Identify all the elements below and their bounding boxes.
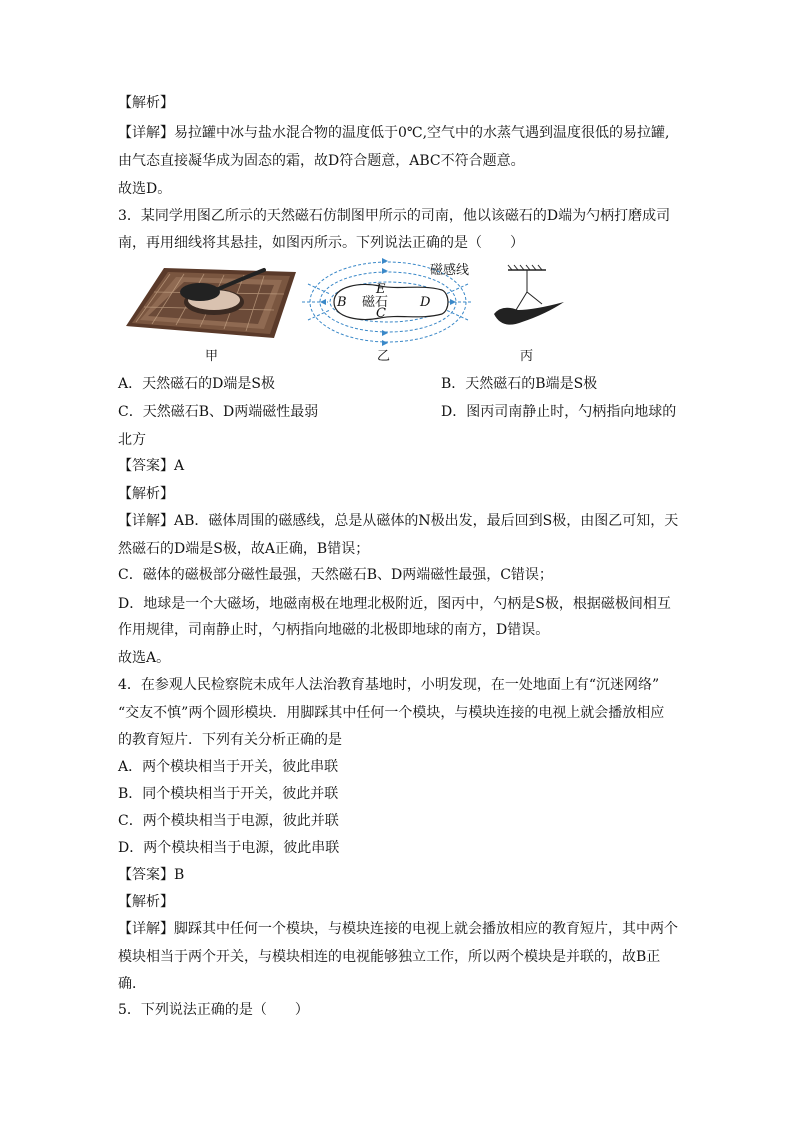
figure-yi-field-line-label: 磁感线 bbox=[430, 263, 470, 278]
q4-stem-line-3: 的教育短片．下列有关分析正确的是 bbox=[118, 732, 342, 748]
q3-answer: 【答案】A bbox=[118, 458, 185, 474]
q4-option-b: B．同个模块相当于开关，彼此并联 bbox=[118, 786, 339, 802]
q3-option-b: B．天然磁石的B端是S极 bbox=[441, 376, 598, 392]
q3-option-d: D．图丙司南静止时，勺柄指向地球的 bbox=[441, 404, 677, 420]
q2-detail-line-2: 由气态直接凝华成为固态的霜，故D符合题意，ABC不符合题意。 bbox=[118, 153, 525, 169]
q4-stem-line-1: 4．在参观人民检察院未成年人法治教育基地时，小明发现，在一处地面上有“沉迷网络” bbox=[118, 677, 660, 693]
q5-stem-line-1: 5．下列说法正确的是（ ） bbox=[118, 1002, 309, 1018]
figure-yi-point-e: E bbox=[376, 282, 386, 297]
q4-detail-line-1: 【详解】脚踩其中任何一个模块，与模块连接的电视上就会播放相应的教育短片，其中两个 bbox=[118, 921, 678, 937]
q4-option-a: A．两个模块相当于开关，彼此串联 bbox=[118, 759, 339, 775]
q3-analysis-heading: 【解析】 bbox=[118, 486, 174, 502]
q4-detail-line-2: 模块相当于两个开关，与模块相连的电视能够独立工作，所以两个模块是并联的，故B正 bbox=[118, 949, 661, 965]
figure-bing-suspended-spoon bbox=[488, 264, 568, 342]
q3-detail-line-3: C．磁体的磁极部分磁性最强，天然磁石B、D两端磁性最强，C错误； bbox=[118, 567, 553, 583]
q4-option-d: D．两个模块相当于电源，彼此串联 bbox=[118, 840, 340, 856]
q2-analysis-heading: 【解析】 bbox=[118, 95, 174, 111]
figure-yi-point-d: D bbox=[420, 295, 431, 310]
q3-detail-line-5: 作用规律，司南静止时，勺柄指向地磁的北极即地球的南方，D错误。 bbox=[118, 622, 550, 638]
q3-detail-line-2: 然磁石的D端是S极，故A正确，B错误； bbox=[118, 541, 370, 557]
q4-answer: 【答案】B bbox=[118, 867, 185, 883]
figure-yi-magnet-label: 磁石 bbox=[362, 295, 389, 310]
q3-detail-line-1: 【详解】AB．磁体周围的磁感线，总是从磁体的N极出发，最后回到S极，由图乙可知，天 bbox=[118, 513, 679, 529]
figure-yi-point-c: C bbox=[376, 306, 386, 321]
figure-yi-point-b: B bbox=[337, 295, 347, 310]
q3-stem-line-1: 3．某同学用图乙所示的天然磁石仿制图甲所示的司南，他以该磁石的D端为勺柄打磨成司 bbox=[118, 208, 671, 224]
q2-detail-line-1: 【详解】易拉罐中冰与盐水混合物的温度低于0℃,空气中的水蒸气遇到温度很低的易拉罐, bbox=[118, 125, 670, 141]
figure-jia-sinan-compass bbox=[124, 262, 298, 344]
q2-conclusion: 故选D。 bbox=[118, 181, 172, 197]
q4-analysis-heading: 【解析】 bbox=[118, 894, 174, 910]
q4-stem-line-2: “交友不慎”两个圆形模块．用脚踩其中任何一个模块，与模块连接的电视上就会播放相应 bbox=[118, 705, 665, 721]
q3-stem-line-2: 南，再用细线将其悬挂，如图丙所示。下列说法正确的是（ ） bbox=[118, 235, 524, 251]
figure-yi-caption: 乙 bbox=[377, 349, 391, 364]
q3-conclusion: 故选A。 bbox=[118, 650, 171, 666]
figure-bing-caption: 丙 bbox=[520, 349, 534, 364]
q3-option-a: A．天然磁石的D端是S极 bbox=[118, 376, 275, 392]
q4-option-c: C．两个模块相当于电源，彼此并联 bbox=[118, 813, 339, 829]
q3-option-c: C．天然磁石B、D两端磁性最弱 bbox=[118, 404, 319, 420]
q3-option-d-continued: 北方 bbox=[118, 432, 146, 448]
q3-detail-line-4: D．地球是一个大磁场，地磁南极在地理北极附近，图丙中，勺柄是S极，根据磁极间相互 bbox=[118, 596, 671, 612]
figure-jia-caption: 甲 bbox=[205, 349, 219, 364]
q4-detail-line-3: 确． bbox=[118, 976, 146, 992]
